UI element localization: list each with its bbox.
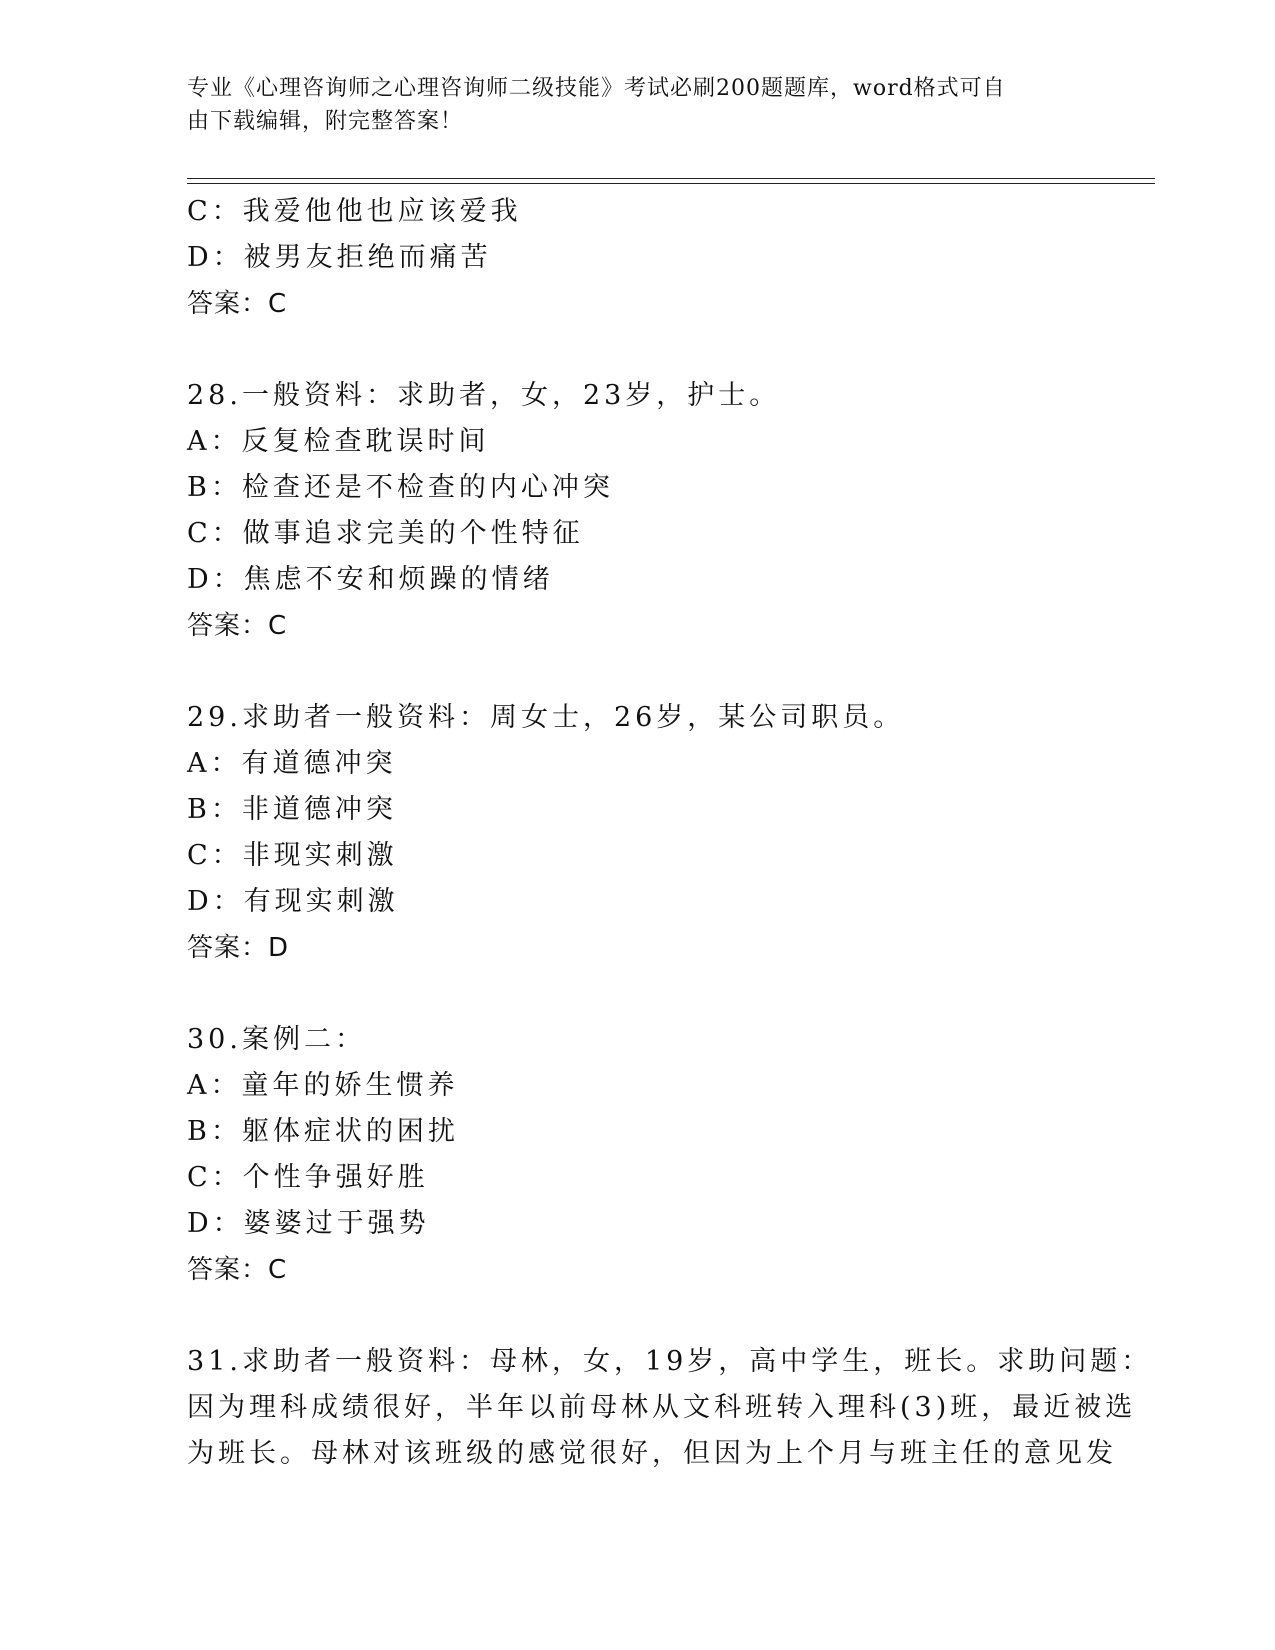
question-28-option-a: A：反复检查耽误时间 [187,426,490,457]
header-line-2: 由下载编辑，附完整答案！ [187,109,464,134]
option-d: D：被男友拒绝而痛苦 [187,242,492,273]
question-30-option-a: A：童年的娇生惯养 [187,1070,459,1101]
question-28-answer: 答案：C [187,611,288,641]
question-28-option-b: B：检查还是不检查的内心冲突 [187,472,614,503]
header-line-1: 专业《心理咨询师之心理咨询师二级技能》考试必刷200题题库，word格式可自 [187,76,1006,101]
question-29-answer: 答案：D [187,933,290,963]
question-31-line-1: 31.求助者一般资料：母林，女，19岁，高中学生，班长。求助问题： [187,1346,1153,1377]
question-29-stem: 29.求助者一般资料：周女士，26岁，某公司职员。 [187,702,905,733]
question-30-option-c: C：个性争强好胜 [187,1162,429,1193]
spacer [187,971,1087,1017]
spacer [187,327,1087,373]
document-body [187,189,1153,1477]
question-29-option-c: C：非现实刺激 [187,840,398,871]
document-header [187,72,1067,138]
header-divider-bottom [187,183,1155,184]
spacer [187,649,1087,695]
question-29-option-b: B：非道德冲突 [187,794,397,825]
question-28-stem: 28.一般资料：求助者，女，23岁，护士。 [187,380,781,411]
question-30-option-d: D：婆婆过于强势 [187,1208,430,1239]
header-divider-top [187,178,1155,179]
question-30-answer: 答案：C [187,1255,288,1285]
question-29-option-a: A：有道德冲突 [187,748,397,779]
question-28-option-c: C：做事追求完美的个性特征 [187,518,584,549]
question-31-line-3: 为班长。母林对该班级的感觉很好，但因为上个月与班主任的意见发 [187,1438,1117,1469]
answer: 答案：C [187,289,288,319]
question-31-line-2: 因为理科成绩很好，半年以前母林从文科班转入理科(3)班，最近被选 [187,1392,1137,1423]
question-30-option-b: B：躯体症状的困扰 [187,1116,459,1147]
spacer [187,1293,1087,1339]
question-28-option-d: D：焦虑不安和烦躁的情绪 [187,564,554,595]
question-30-stem: 30.案例二： [187,1024,366,1055]
option-c: C：我爱他他也应该爱我 [187,196,522,227]
question-29-option-d: D：有现实刺激 [187,886,399,917]
